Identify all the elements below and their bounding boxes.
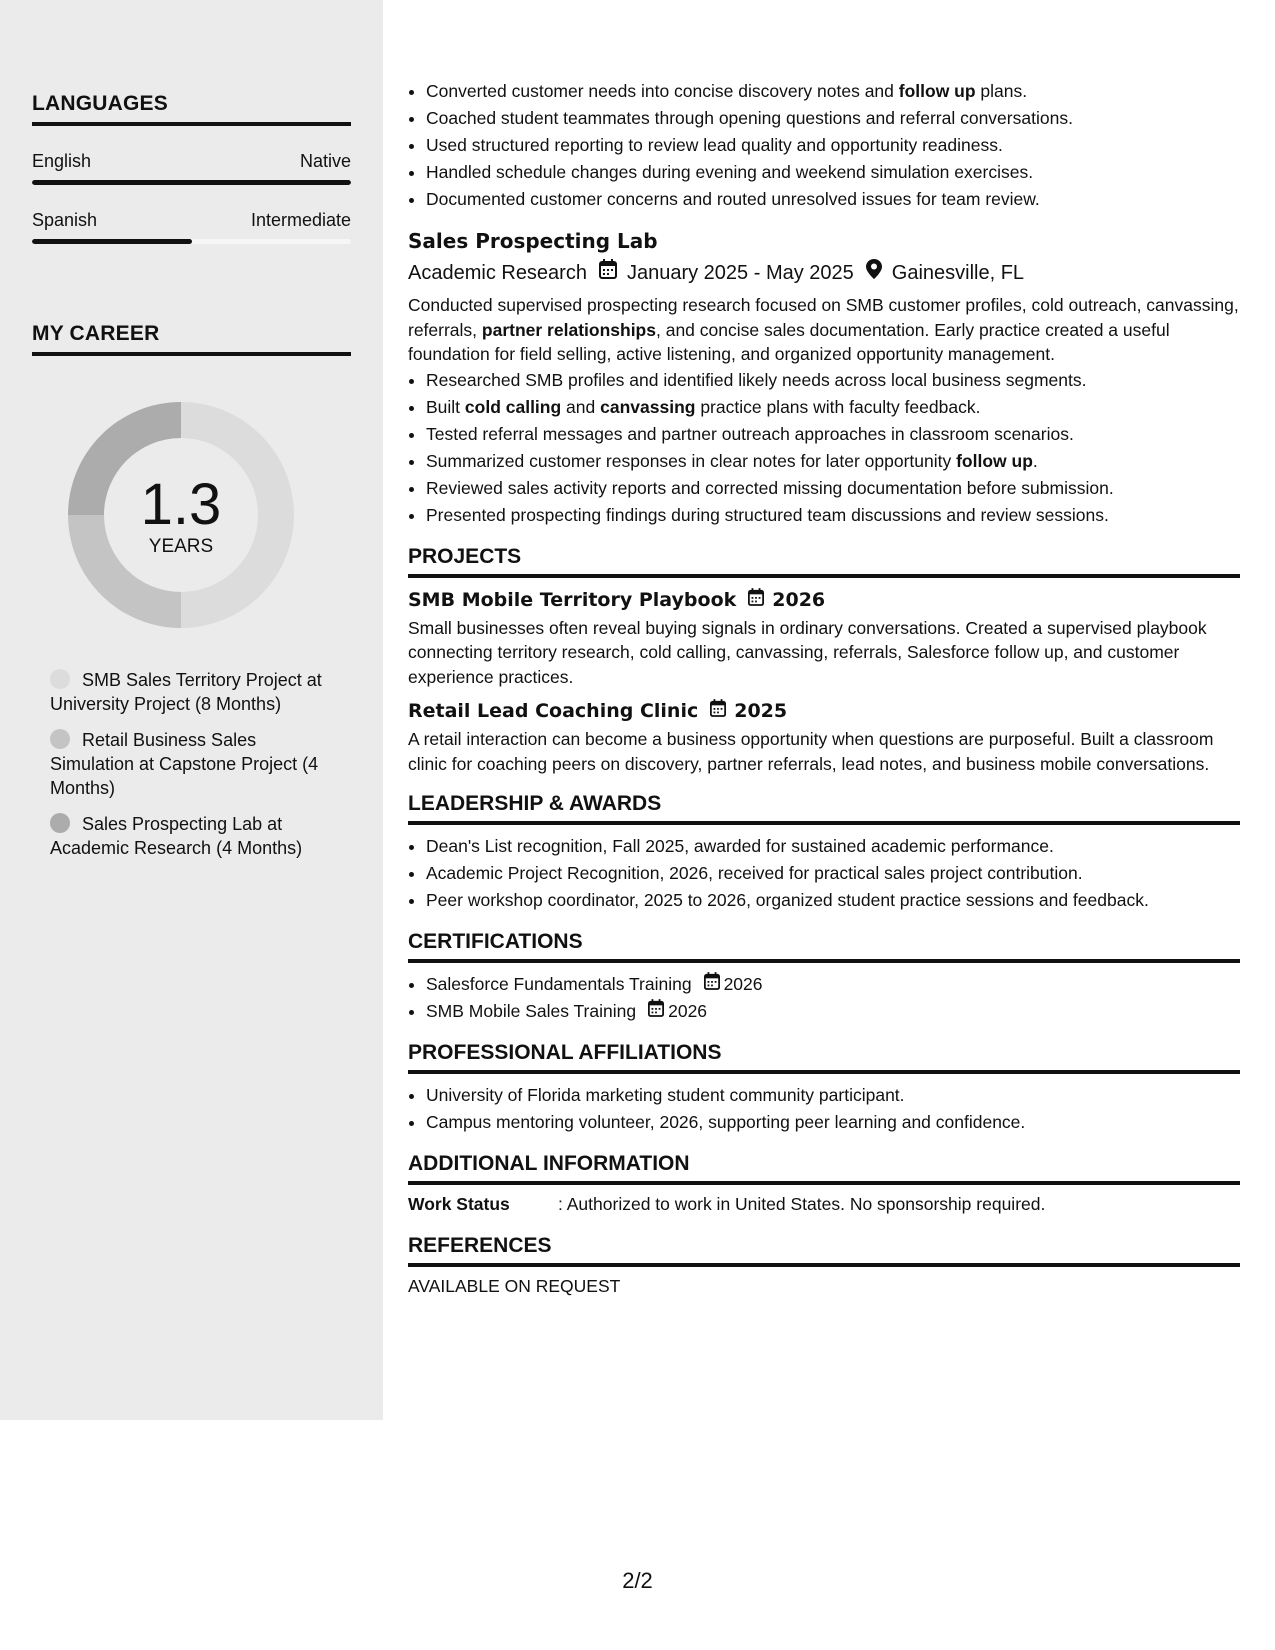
calendar-icon — [748, 586, 764, 614]
calendar-icon — [704, 971, 720, 998]
bold-keyword: follow up — [956, 450, 1033, 471]
leadership-heading: LEADERSHIP & AWARDS — [408, 790, 1240, 825]
affiliation-item: • University of Florida marketing student community participant. — [426, 1082, 1240, 1109]
main-content — [408, 78, 1240, 1300]
project-name: SMB Mobile Territory Playbook — [408, 588, 737, 611]
certifications-heading: CERTIFICATIONS — [408, 928, 1240, 963]
sidebar-content — [32, 92, 351, 872]
career-legend — [50, 668, 335, 860]
lab-title: Sales Prospecting Lab — [408, 229, 658, 253]
legend-dot — [50, 669, 70, 689]
affiliations-heading: PROFESSIONAL AFFILIATIONS — [408, 1039, 1240, 1074]
bold-keyword: partner relationships — [481, 319, 656, 340]
certification-year-text: 2026 — [668, 1001, 708, 1021]
career-heading: MY CAREER — [32, 322, 351, 356]
certification-item — [426, 971, 1240, 998]
project-description: A retail interaction can become a business opportunity when questions are purposeful. Built a classroom clinic for coaching peers on discovery, partner referrals, lead notes, and business mobile conversations. — [408, 729, 1214, 774]
sidebar — [0, 0, 383, 1420]
language-row — [32, 150, 351, 172]
career-legend-item — [50, 668, 335, 716]
additional-heading: ADDITIONAL INFORMATION — [408, 1150, 1240, 1185]
lab-bullets — [408, 367, 1240, 529]
lab-bullet: • Built cold calling and canvassing practice plans with faculty feedback. — [426, 394, 1240, 421]
legend-dot — [50, 813, 70, 833]
language-name: Spanish — [32, 210, 98, 230]
language-proficiency-bar — [32, 180, 351, 185]
language-name: English — [32, 151, 92, 171]
bold-keyword: cold calling — [464, 396, 562, 417]
career-donut-chart — [66, 400, 296, 630]
language-proficiency-fill — [32, 239, 192, 244]
project-year: 2026 — [772, 588, 826, 611]
career-legend-item — [50, 728, 335, 800]
project-description: Small businesses often reveal buying signals in ordinary conversations. Created a supervised playbook connecting territory research, cold calling, canvassing, referrals, Salesforce follow up, and customer experience practices. — [408, 617, 1207, 687]
leadership-item: • Dean's List recognition, Fall 2025, awarded for sustained academic performance. — [426, 833, 1240, 860]
career-donut-center — [66, 400, 296, 630]
language-level: Native — [299, 151, 351, 171]
calendar-icon — [599, 259, 617, 287]
languages-list — [32, 150, 351, 244]
calendar-icon — [710, 697, 726, 725]
references-text: AVAILABLE ON REQUEST — [408, 1276, 621, 1296]
career-total: 1.3 — [140, 472, 222, 537]
lab-meta — [408, 259, 1240, 287]
lab-bullet: • Researched SMB profiles and identified likely needs across local business segments. — [426, 367, 1240, 394]
language-row — [32, 209, 351, 231]
bold-keyword: canvassing — [600, 396, 696, 417]
page-number: 2/2 — [622, 1568, 653, 1593]
career-legend-label: Sales Prospecting Lab at Academic Research (4 Months) — [50, 814, 303, 858]
bold-keyword: follow up — [898, 81, 976, 101]
experience-bullet: • Handled schedule changes during evening and weekend simulation exercises. — [426, 159, 1240, 186]
affiliation-item: • Campus mentoring volunteer, 2026, supporting peer learning and confidence. — [426, 1109, 1240, 1136]
languages-heading: LANGUAGES — [32, 92, 351, 126]
map-pin-icon — [866, 259, 882, 287]
projects-list — [408, 586, 1240, 777]
project-title — [408, 586, 1240, 614]
work-status-row — [408, 1191, 1240, 1218]
leadership-item: • Academic Project Recognition, 2026, received for practical sales project contribution. — [426, 860, 1240, 887]
work-status-value: : Authorized to work in United States. No sponsorship required. — [558, 1194, 1046, 1214]
career-legend-label: SMB Sales Territory Project at University Project (8 Months) — [50, 670, 322, 714]
legend-dot — [50, 729, 70, 749]
certification-year-text: 2026 — [723, 974, 763, 994]
calendar-icon — [648, 998, 664, 1025]
lab-bullet: • Summarized customer responses in clear notes for later opportunity follow up. — [426, 448, 1240, 475]
lab-summary: Conducted supervised prospecting research focused on SMB customer profiles, cold outreach, canvassing, referrals, partner relationships, and concise sales documentation. Early practice created a useful foundation for field selling, active listening, and organized opportunity management. — [408, 295, 1239, 364]
lab-dates: January 2025 - May 2025 — [626, 262, 854, 284]
lab-bullet: • Presented prospecting findings during structured team discussions and review sessions. — [426, 502, 1240, 529]
language-proficiency-fill — [32, 180, 351, 185]
career-legend-item — [50, 812, 335, 860]
language-proficiency-bar — [32, 239, 351, 244]
experience-bullet: • Coached student teammates through opening questions and referral conversations. — [426, 105, 1240, 132]
certification-year — [636, 998, 707, 1025]
career-unit: YEARS — [148, 536, 214, 557]
experience-bullets — [408, 78, 1240, 213]
language-level: Intermediate — [250, 210, 351, 230]
certification-name: SMB Mobile Sales Training — [426, 1001, 637, 1021]
references-heading: REFERENCES — [408, 1232, 1240, 1267]
lab-bullet: • Reviewed sales activity reports and corrected missing documentation before submission. — [426, 475, 1240, 502]
affiliations-list — [408, 1082, 1240, 1136]
experience-bullet: • Documented customer concerns and routed unresolved issues for team review. — [426, 186, 1240, 213]
work-status-label: Work Status — [408, 1194, 510, 1214]
certification-name: Salesforce Fundamentals Training — [426, 974, 692, 994]
leadership-list — [408, 833, 1240, 914]
experience-bullet: • Converted customer needs into concise discovery notes and follow up plans. — [426, 78, 1240, 105]
experience-bullet: • Used structured reporting to review lead quality and opportunity readiness. — [426, 132, 1240, 159]
project-year: 2025 — [734, 700, 788, 722]
lab-org: Academic Research — [408, 262, 587, 284]
certification-year — [692, 971, 763, 998]
project-name: Retail Lead Coaching Clinic — [408, 700, 699, 722]
career-legend-label: Retail Business Sales Simulation at Capstone Project (4 Months) — [50, 730, 319, 798]
leadership-item: • Peer workshop coordinator, 2025 to 2026, organized student practice sessions and feedback. — [426, 887, 1240, 914]
certifications-list — [408, 971, 1240, 1025]
lab-bullet: • Tested referral messages and partner outreach approaches in classroom scenarios. — [426, 421, 1240, 448]
projects-heading: PROJECTS — [408, 543, 1240, 578]
certification-item — [426, 998, 1240, 1025]
project-title — [408, 697, 1240, 725]
lab-location: Gainesville, FL — [891, 262, 1025, 284]
